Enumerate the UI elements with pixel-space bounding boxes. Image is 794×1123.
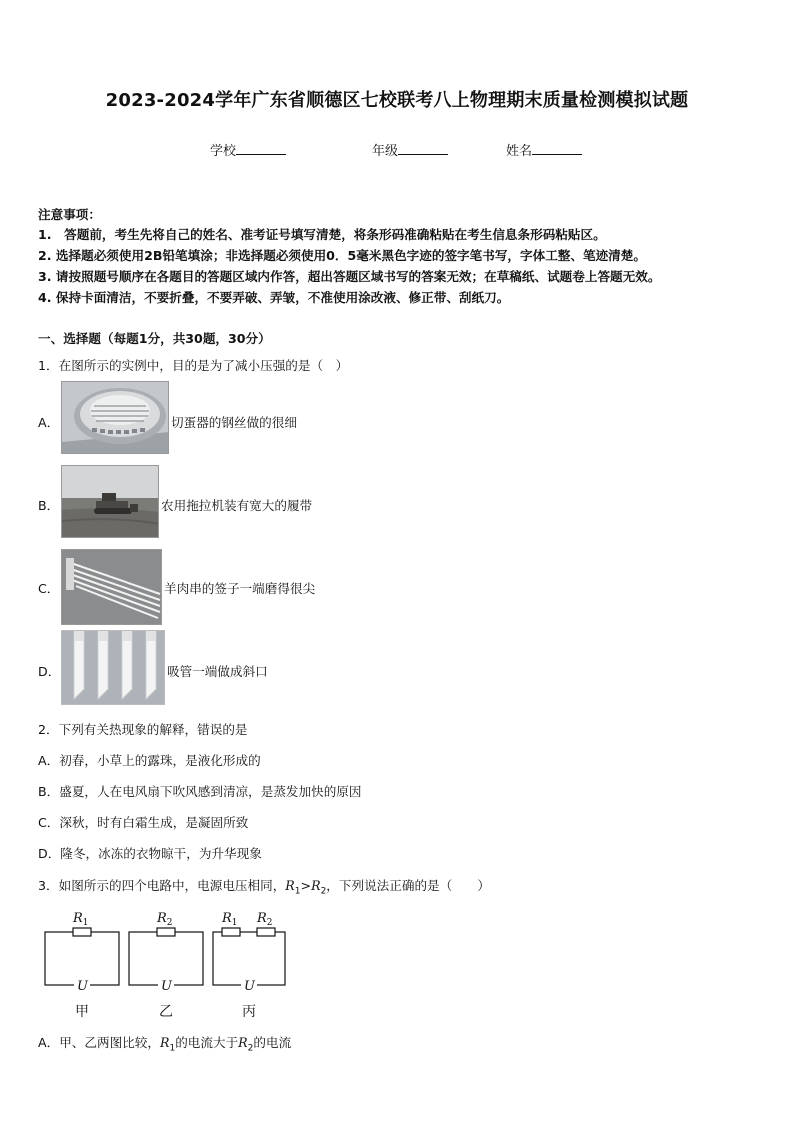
q1-option-a-text: 切蛋器的钢丝做的很细 [171, 415, 297, 430]
question-3-stem [38, 875, 490, 897]
egg-slicer-photo [62, 382, 169, 454]
resistor-r2-bing [257, 928, 275, 936]
label-u-jia: U [77, 979, 88, 994]
q3-r1-sub: 1 [294, 886, 301, 897]
q3-r1: R [285, 878, 295, 893]
q3-option-a-r2: R [238, 1035, 248, 1050]
q1-option-d-text: 吸管一端做成斜口 [167, 664, 268, 679]
school-blank[interactable] [236, 142, 286, 155]
q3-r2-sub: 2 [320, 886, 327, 897]
circuit-name-yi: 乙 [159, 1004, 173, 1020]
label-u-bing: U [244, 979, 255, 994]
section-heading: 一、选择题（每题1分，共30题，30分） [38, 331, 271, 346]
resistor-r1-jia [73, 928, 91, 936]
school-label: 学校 [210, 144, 237, 159]
q1-option-c-text: 羊肉串的签子一端磨得很尖 [164, 581, 316, 596]
circuit-name-bing: 丙 [242, 1004, 256, 1020]
q1-option-b-letter[interactable]: B． [38, 498, 60, 513]
name-field[interactable] [506, 140, 582, 159]
grade-blank[interactable] [398, 142, 448, 155]
resistor-r1-bing [222, 928, 240, 936]
q3-option-a-r1: R [159, 1035, 170, 1050]
question-1-stem: 1．在图所示的实例中，目的是为了减小压强的是（ ） [38, 358, 349, 373]
q3-gt: > [300, 878, 312, 893]
name-blank[interactable] [532, 142, 582, 155]
page-title: 2023-2024学年广东省顺德区七校联考八上物理期末质量检测模拟试题 [105, 90, 689, 111]
q3-stem-part: ，下列说法正确的是（ ） [326, 878, 491, 893]
circuit-bing-wire [213, 932, 285, 985]
label-r1-bing: $R_1$ [222, 911, 238, 928]
notice-item: 4. 保持卡面清洁，不要折叠，不要弄破、弄皱，不准使用涂改液、修正带、刮纸刀。 [38, 290, 510, 305]
circuit-diagrams [38, 902, 298, 1024]
q3-r2: R [311, 878, 321, 893]
q3-option-a-part: 的电流大于 [175, 1035, 239, 1050]
q2-option-a[interactable]: A．初春，小草上的露珠，是液化形成的 [38, 753, 261, 768]
name-label: 姓名 [506, 144, 533, 159]
q3-option-a-part: 的电流 [253, 1035, 292, 1050]
notice-item: 3. 请按照题号顺序在各题目的答题区域内作答，超出答题区域书写的答案无效；在草稿纸、试题卷上答题无效。 [38, 269, 661, 284]
q3-option-a-r1-sub: 1 [169, 1043, 176, 1054]
tractor-photo [62, 466, 159, 538]
label-u-yi: U [161, 979, 172, 994]
grade-field[interactable] [372, 140, 448, 159]
q3-option-a[interactable] [38, 1032, 291, 1054]
grade-label: 年级 [372, 144, 399, 159]
label-r2-bing: $R_2$ [257, 911, 273, 928]
school-field[interactable] [210, 140, 286, 159]
notice-heading: 注意事项： [38, 207, 101, 222]
q2-option-b[interactable]: B．盛夏，人在电风扇下吹风感到清凉，是蒸发加快的原因 [38, 784, 362, 799]
straw-photo [62, 631, 165, 705]
resistor-r2-yi [157, 928, 175, 936]
egg-slicer-image [61, 381, 169, 454]
tractor-image [61, 465, 159, 538]
q3-option-a-part: A．甲、乙两图比较， [38, 1035, 160, 1050]
circuit-name-jia: 甲 [75, 1004, 89, 1020]
notice-item: 2. 选择题必须使用2B铅笔填涂；非选择题必须使用0．5毫米黑色字迹的签字笔书写，字体工整、笔迹清楚。 [38, 248, 646, 263]
q1-option-d-letter[interactable]: D． [38, 664, 61, 679]
q2-option-d[interactable]: D．隆冬，冰冻的衣物晾干，为升华现象 [38, 846, 262, 861]
q2-option-c[interactable]: C．深秋，时有白霜生成，是凝固所致 [38, 815, 249, 830]
skewer-image [61, 549, 162, 625]
straw-image [61, 630, 165, 705]
circuit-jia-wire [45, 932, 119, 985]
q1-option-c-letter[interactable]: C． [38, 581, 60, 596]
q1-option-b-text: 农用拖拉机装有宽大的履带 [161, 498, 313, 513]
skewer-photo [62, 550, 162, 625]
label-r2-yi: $R_2$ [157, 911, 173, 928]
notice-item: 1. 答题前，考生先将自己的姓名、准考证号填写清楚，将条形码准确粘贴在考生信息条形码粘贴区。 [38, 227, 606, 242]
question-2-stem: 2．下列有关热现象的解释，错误的是 [38, 722, 248, 737]
q1-option-a-letter[interactable]: A． [38, 415, 60, 430]
q3-stem-part: 3．如图所示的四个电路中，电源电压相同， [38, 878, 286, 893]
label-r1-jia: $R_1$ [73, 911, 89, 928]
circuit-yi-wire [129, 932, 203, 985]
q3-option-a-r2-sub: 2 [247, 1043, 254, 1054]
